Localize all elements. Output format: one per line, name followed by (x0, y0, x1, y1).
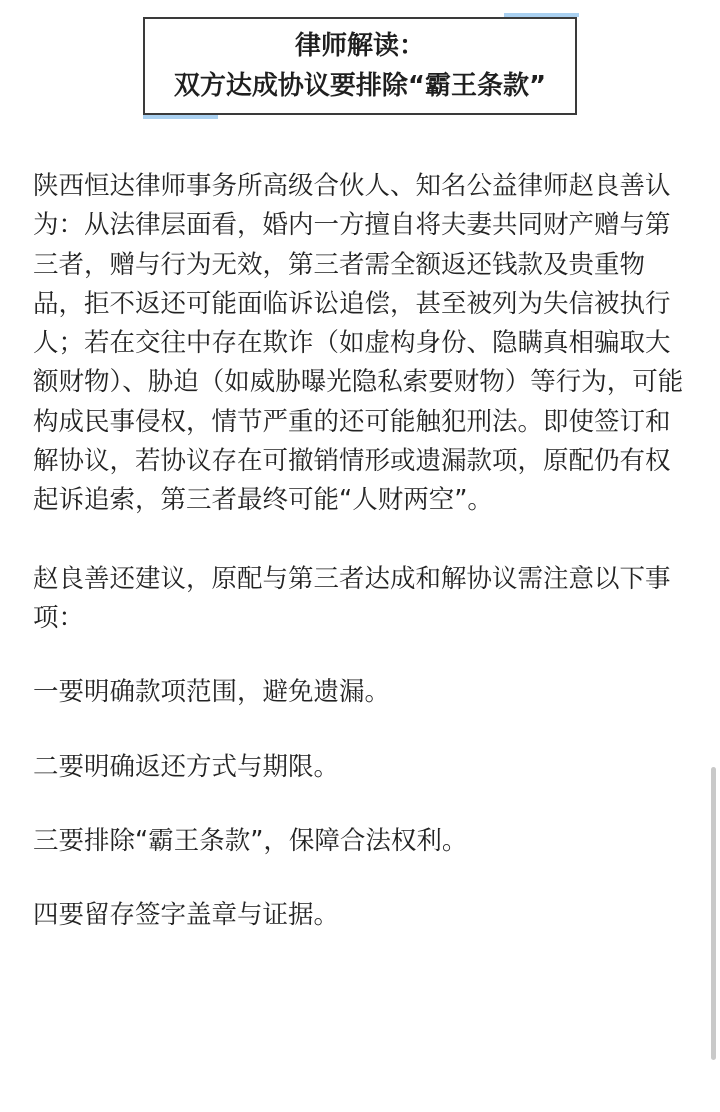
list-item: 一要明确款项范围，避免遗漏。 (33, 677, 391, 708)
article-paragraph: 赵良善还建议，原配与第三者达成和解协议需注意以下事项： (33, 563, 671, 633)
section-title: 律师解读： (294, 31, 425, 61)
list-item: 四要留存签字盖章与证据。 (33, 900, 340, 931)
article-body (33, 167, 693, 970)
list-item: 三要排除“霸王条款”，保障合法权利。 (33, 825, 468, 856)
article-paragraph: 陕西恒达律师事务所高级合伙人、知名公益律师赵良善认为：从法律层面看，婚内一方擅自将夫妻共同财产赠与第三者，赠与行为无效，第三者需全额返还钱款及贵重物品，拒不返还可能面临诉讼追偿，甚至被列为失信被执行人；若在交往中存在欺诈（如虚构身份、隐瞒真相骗取大额财物）、胁迫（如威胁曝光隐私索要财物）等行为，可能构成民事侵权，情节严重的还可能触犯刑法。即使签订和解协议，若协议存在可撤销情形或遗漏款项，原配仍有权起诉追索，第三者最终可能“人财两空”。 (33, 171, 684, 516)
list-item: 二要明确返还方式与期限。 (33, 751, 340, 782)
title-accent-bottom (143, 115, 218, 119)
scrollbar[interactable] (711, 767, 716, 1060)
section-title-box (143, 17, 577, 115)
section-subtitle: 双方达成协议要排除“霸王条款” (173, 71, 547, 101)
